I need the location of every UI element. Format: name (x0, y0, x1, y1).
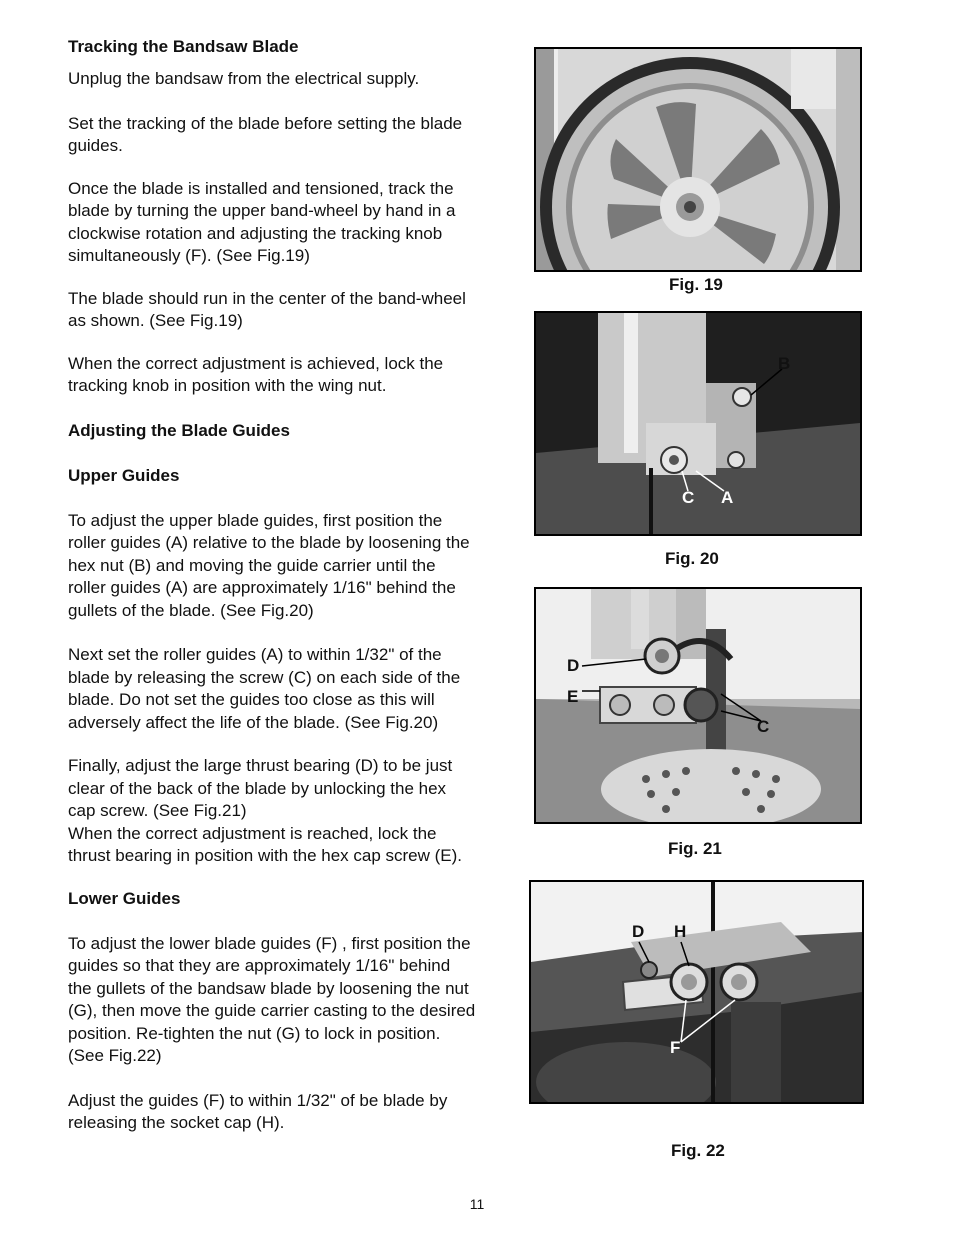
para-roller-set: Next set the roller guides (A) to within 1/32" of the blade by releasing the screw (C) on each side of the blade. Do not set the guides too close as this will adversely affect the life of the blade. (See Fig.20) (68, 645, 461, 732)
fig21-caption: Fig. 21 (668, 839, 722, 858)
heading-adjusting: Adjusting the Blade Guides (68, 420, 290, 440)
fig22-label-d: D (632, 922, 645, 941)
fig22-caption: Fig. 22 (671, 1141, 725, 1160)
thrust-bearing-illustration (536, 589, 860, 822)
para-unplug: Unplug the bandsaw from the electrical supply. (68, 69, 420, 88)
para-blade-center: The blade should run in the center of the band-wheel as shown. (See Fig.19) (68, 288, 466, 330)
fig21-photo (534, 587, 862, 824)
heading-lower-guides: Lower Guides (68, 888, 181, 908)
fig21-label-d: D (567, 656, 580, 675)
heading-tracking: Tracking the Bandsaw Blade (68, 37, 299, 56)
fig20-label-b: B (778, 354, 791, 373)
para-lock-thrust: When the correct adjustment is reached, lock the thrust bearing in position with the hex cap screw (E). (68, 823, 463, 865)
upper-guides-illustration (536, 313, 860, 534)
fig22-label-h: H (674, 922, 687, 941)
fig19-caption: Fig. 19 (669, 275, 723, 294)
text-column (68, 36, 478, 1135)
fig22-label-f: F (670, 1038, 681, 1057)
fig20-photo (534, 311, 862, 536)
para-lock-knob: When the correct adjustment is achieved, lock the tracking knob in position with the wing nut. (68, 353, 444, 395)
page-number: 11 (469, 1196, 485, 1212)
fig19-photo (534, 47, 862, 272)
para-lower-position: To adjust the lower blade guides (F) , first position the guides so that they are approximately 1/16" behind the gullets of the bandsaw blade by loosening the nut (G), then move the guide carrier casting to the desired position. Re-tighten the nut (G) to lock in position. (See Fig.22) (68, 933, 476, 1065)
para-upper-position: To adjust the upper blade guides, first position the roller guides (A) relative to the blade by loosening the hex nut (B) and moving the guide carrier until the roller guides (A) are approximately 1/16" behind the gullets of the blade. (See Fig.20) (68, 510, 470, 620)
fig22-photo (529, 880, 864, 1104)
para-set-tracking: Set the tracking of the blade before setting the blade guides. (68, 113, 463, 155)
heading-upper-guides: Upper Guides (68, 465, 180, 485)
fig20-caption: Fig. 20 (665, 549, 719, 568)
fig20-label-c: C (682, 488, 695, 507)
para-lower-adjust: Adjust the guides (F) to within 1/32" of be blade by releasing the socket cap (H). (68, 1090, 448, 1132)
fig20-label-a: A (721, 488, 734, 507)
lower-guides-illustration (531, 882, 862, 1102)
para-thrust-bearing: Finally, adjust the large thrust bearing (D) to be just clear of the back of the blade by unlocking the hex cap screw. (See Fig.21) (68, 756, 453, 820)
band-wheel-illustration (536, 49, 860, 270)
fig21-label-e: E (567, 687, 579, 706)
para-track-blade: Once the blade is installed and tensioned, track the blade by turning the upper band-wheel by hand in a clockwise rotation and adjusting the tracking knob simultaneously (F). (See Fig.19) (68, 178, 456, 265)
fig21-label-c: C (757, 717, 770, 736)
